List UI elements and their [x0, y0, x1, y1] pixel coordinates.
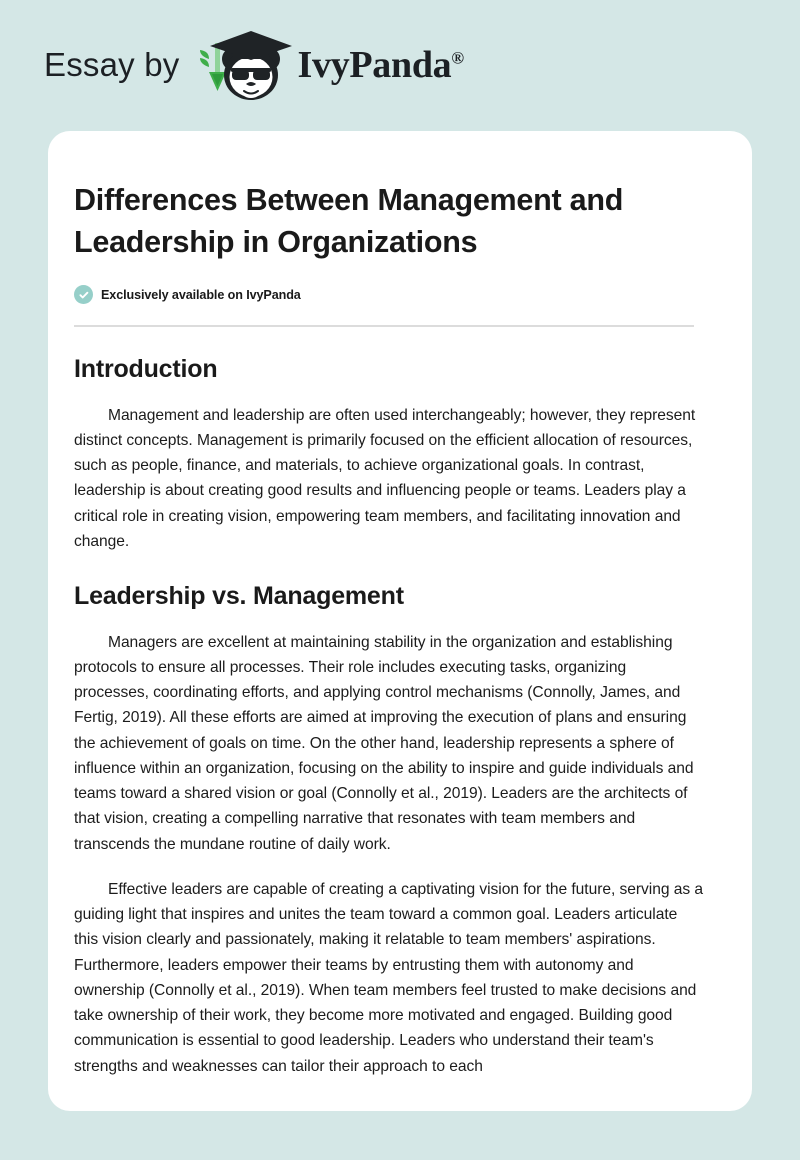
page-header [0, 0, 800, 131]
document-body [74, 179, 722, 1079]
check-circle-icon [74, 285, 93, 304]
registered-mark: ® [451, 47, 464, 67]
section-heading-introduction: Introduction [74, 355, 218, 384]
section-heading-leadership-vs-management: Leadership vs. Management [74, 582, 404, 611]
page-title: Differences Between Management and Leadership in Organizations [74, 183, 624, 260]
paragraph-leadership-1: Managers are excellent at maintaining stability in the organization and establishing protocols to ensure all processes. Their role includes executing tasks, organizing processes, coordinating efforts, and applying control mechanisms (Connolly, James, and Fertig, 2019). All these efforts are aimed at improving the execution of plans and ensuring the achievement of goals on time. On the other hand, leadership represents a sphere of influence within an organization, focusing on the ability to inspire and guide individuals and teams toward a shared vision or goal (Connolly et al., 2019). Leaders are the architects of that vision, creating a compelling narrative that resonates with team members and transcends the mundane routine of daily work. [74, 633, 694, 853]
panda-graduation-logo-icon [196, 29, 292, 103]
header-divider [74, 325, 694, 327]
brand-logo-group[interactable] [44, 29, 464, 103]
essay-by-label: Essay by [44, 45, 180, 83]
paragraph-introduction-1: Management and leadership are often used interchangeably; however, they represent distinct concepts. Management is primarily focused on the efficient allocation of resources, such as people, finance, and materials, to achieve organizational goals. In contrast, leadership is about creating good results and influencing people or teams. Leaders play a critical role in creating vision, empowering team members, and facilitating innovation and change. [74, 406, 696, 550]
brand-wordmark [297, 43, 464, 86]
status-badge [74, 285, 722, 304]
document-card [48, 131, 752, 1111]
paragraph-leadership-2: Effective leaders are capable of creating a captivating vision for the future, serving as a guiding light that inspires and unites the team toward a common goal. Leaders articulate this vision clearly and passionately, making it relatable to team members' aspirations. Furthermore, leaders empower their teams by entrusting them with autonomy and ownership (Connolly et al., 2019). When team members feel trusted to make decisions and take ownership of their work, they become more motivated and engaged. Building good communication is essential to good leadership. Leaders who understand their team's strengths and weaknesses can tailor their approach to each [74, 880, 703, 1075]
status-badge-label: Exclusively available on IvyPanda [101, 287, 301, 302]
brand-name-text: IvyPanda [297, 43, 452, 86]
